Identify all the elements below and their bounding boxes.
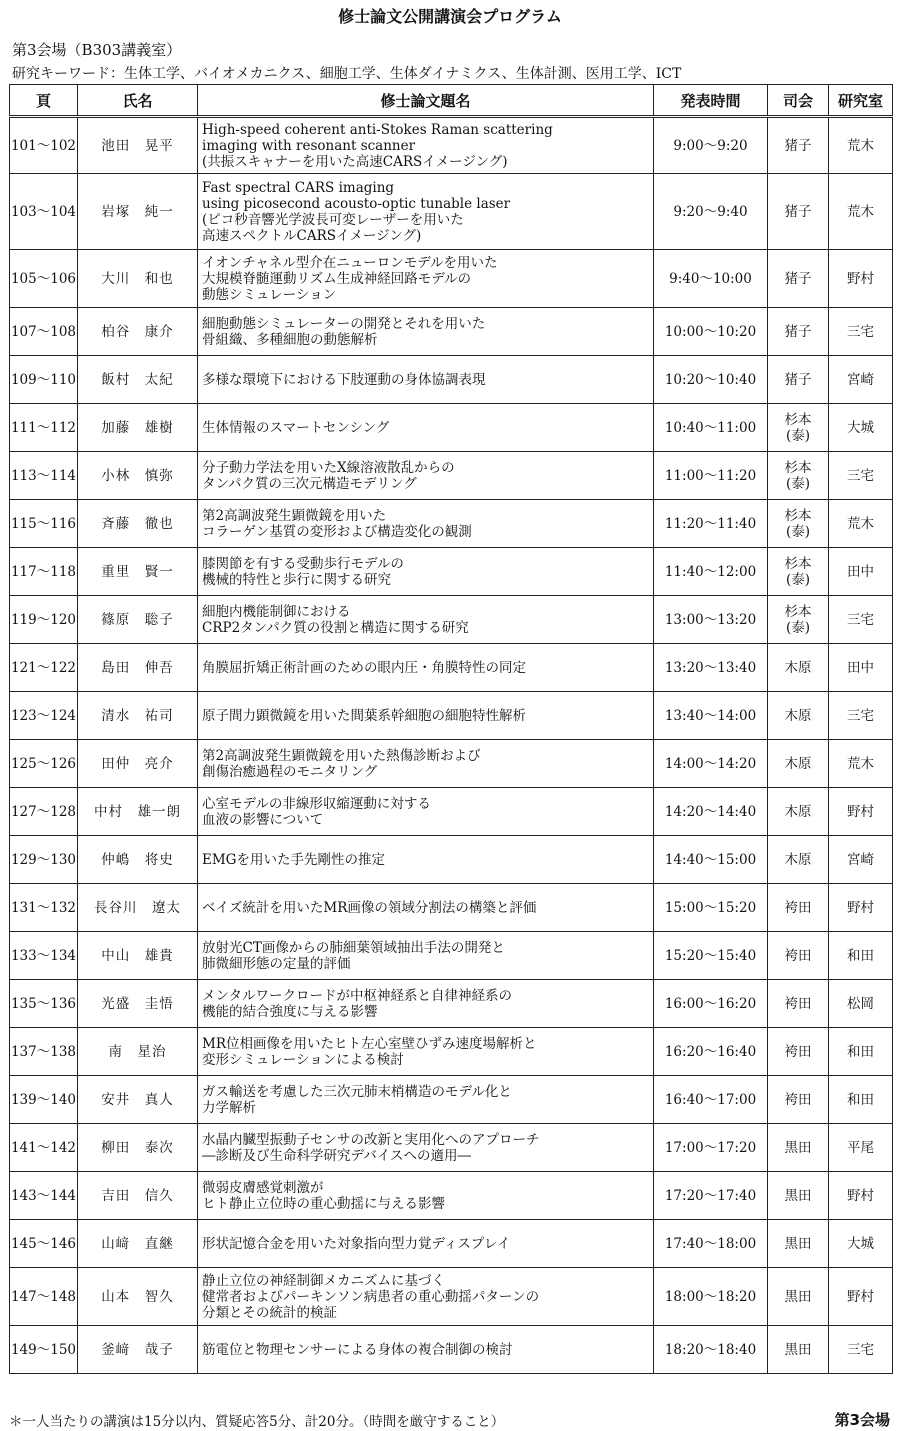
page-cell: 143～144: [10, 1172, 78, 1220]
chair-cell: [768, 1268, 829, 1326]
time-cell: 14:20～14:40: [654, 788, 768, 836]
lab-cell: 田中: [829, 644, 893, 692]
thesis-title-cell-line: MR位相画像を用いたヒト左心室壁ひずみ速度場解析と: [202, 1035, 537, 1052]
chair-cell-line: (泰): [785, 523, 811, 540]
table-row: [10, 1076, 893, 1124]
time-cell: 16:00～16:20: [654, 980, 768, 1028]
thesis-title-cell-line: タンパク質の三次元構造モデリング: [202, 475, 417, 492]
page-cell: 107～108: [10, 308, 78, 356]
name-cell: 長谷川 遼太: [78, 884, 198, 932]
chair-cell: [768, 1028, 829, 1076]
name-cell: 清水 祐司: [78, 692, 198, 740]
header-chair: 司会: [768, 85, 829, 117]
page-cell: 133～134: [10, 932, 78, 980]
chair-cell-line: 袴田: [784, 899, 812, 916]
page-cell: 139～140: [10, 1076, 78, 1124]
name-cell: 仲嶋 将史: [78, 836, 198, 884]
table-row: [10, 500, 893, 548]
lab-cell: 大城: [829, 404, 893, 452]
page-cell: 105～106: [10, 250, 78, 308]
chair-cell: [768, 1326, 829, 1374]
chair-cell-line: 木原: [784, 851, 812, 868]
chair-cell: [768, 836, 829, 884]
chair-cell-line: 杉本: [784, 603, 812, 620]
chair-cell-line: 杉本: [784, 411, 812, 428]
table-row: [10, 644, 893, 692]
table-row: [10, 1220, 893, 1268]
chair-cell-line: 杉本: [784, 507, 812, 524]
chair-cell: [768, 174, 829, 250]
chair-cell-line: 木原: [784, 755, 812, 772]
thesis-title-cell-line: 力学解析: [202, 1099, 256, 1116]
lab-cell: 野村: [829, 1172, 893, 1220]
thesis-title-cell: [198, 308, 654, 356]
chair-cell-line: (泰): [785, 571, 811, 588]
table-row: [10, 596, 893, 644]
thesis-title-cell-line: imaging with resonant scanner: [202, 137, 416, 154]
page-cell: 121～122: [10, 644, 78, 692]
page-cell: 111～112: [10, 404, 78, 452]
name-cell: 島田 伸吾: [78, 644, 198, 692]
chair-cell-line: 猪子: [784, 203, 812, 220]
chair-cell-line: 黒田: [784, 1288, 812, 1305]
thesis-title-cell: [198, 1124, 654, 1172]
thesis-title-cell: [198, 980, 654, 1028]
thesis-title-cell-line: 生体情報のスマートセンシング: [202, 419, 390, 436]
time-cell: 18:20～18:40: [654, 1326, 768, 1374]
page-cell: 135～136: [10, 980, 78, 1028]
chair-cell-line: 猪子: [784, 137, 812, 154]
chair-cell-line: 杉本: [784, 555, 812, 572]
table-row: [10, 548, 893, 596]
chair-cell: [768, 692, 829, 740]
table-row: [10, 932, 893, 980]
table-row: [10, 308, 893, 356]
chair-cell: [768, 932, 829, 980]
chair-cell-line: 木原: [784, 659, 812, 676]
thesis-title-cell-line: 変形シミュレーションによる検討: [202, 1051, 404, 1068]
time-cell: 17:40～18:00: [654, 1220, 768, 1268]
page-cell: 119～120: [10, 596, 78, 644]
thesis-title-cell-line: 形状記憶合金を用いた対象指向型力覚ディスプレイ: [202, 1235, 511, 1252]
page-cell: 141～142: [10, 1124, 78, 1172]
lab-cell: 三宅: [829, 308, 893, 356]
thesis-title-cell-line: 角膜屈折矯正術計画のための眼内圧・角膜特性の同定: [202, 659, 526, 676]
lab-cell: 和田: [829, 1028, 893, 1076]
lab-cell: 野村: [829, 884, 893, 932]
page-cell: 103～104: [10, 174, 78, 250]
time-cell: 16:20～16:40: [654, 1028, 768, 1076]
chair-cell-line: 袴田: [784, 1091, 812, 1108]
thesis-title-cell-line: イオンチャネル型介在ニューロンモデルを用いた: [202, 254, 498, 271]
thesis-title-cell: [198, 1220, 654, 1268]
name-cell: 中村 雄一朗: [78, 788, 198, 836]
chair-cell: [768, 250, 829, 308]
name-cell: 光盛 圭悟: [78, 980, 198, 1028]
chair-cell-line: 黒田: [784, 1341, 812, 1358]
table-row: [10, 692, 893, 740]
time-cell: 10:00～10:20: [654, 308, 768, 356]
chair-cell-line: (泰): [785, 475, 811, 492]
thesis-title-cell: [198, 117, 654, 174]
chair-cell: [768, 788, 829, 836]
time-cell: 18:00～18:20: [654, 1268, 768, 1326]
chair-cell-line: 袴田: [784, 1043, 812, 1060]
time-cell: 10:20～10:40: [654, 356, 768, 404]
thesis-title-cell-line: 細胞動態シミュレーターの開発とそれを用いた: [202, 315, 486, 332]
lab-cell: 野村: [829, 1268, 893, 1326]
thesis-title-cell: [198, 692, 654, 740]
time-cell: 14:40～15:00: [654, 836, 768, 884]
time-cell: 13:20～13:40: [654, 644, 768, 692]
name-cell: 篠原 聡子: [78, 596, 198, 644]
time-cell: 16:40～17:00: [654, 1076, 768, 1124]
chair-cell-line: 袴田: [784, 995, 812, 1012]
header-thesis-title: 修士論文題名: [198, 85, 654, 117]
page-cell: 127～128: [10, 788, 78, 836]
thesis-title-cell-line: 心室モデルの非線形収縮運動に対する: [202, 795, 431, 812]
table-row: [10, 404, 893, 452]
lab-cell: 宮崎: [829, 356, 893, 404]
chair-cell: [768, 404, 829, 452]
thesis-title-cell-line: 原子間力顕微鏡を用いた間葉系幹細胞の細胞特性解析: [202, 707, 526, 724]
lab-cell: 三宅: [829, 452, 893, 500]
thesis-title-cell: [198, 644, 654, 692]
thesis-title-cell-line: 機械的特性と歩行に関する研究: [202, 571, 391, 588]
thesis-title-cell-line: 静止立位の神経制御メカニズムに基づく: [202, 1272, 445, 1289]
lab-cell: 三宅: [829, 692, 893, 740]
chair-cell: [768, 980, 829, 1028]
page-cell: 117～118: [10, 548, 78, 596]
chair-cell: [768, 740, 829, 788]
name-cell: 小林 慎弥: [78, 452, 198, 500]
thesis-title-cell: [198, 1172, 654, 1220]
name-cell: 飯村 太紀: [78, 356, 198, 404]
thesis-title-cell-line: 細胞内機能制御における: [202, 603, 351, 620]
thesis-title-cell-line: 創傷治癒過程のモニタリング: [202, 763, 378, 780]
thesis-title-cell-line: 第2高調波発生顕微鏡を用いた熱傷診断および: [202, 747, 481, 764]
chair-cell: [768, 308, 829, 356]
name-cell: 池田 晃平: [78, 117, 198, 174]
name-cell: 田仲 亮介: [78, 740, 198, 788]
chair-cell-line: 猪子: [784, 270, 812, 287]
table-row: [10, 1172, 893, 1220]
page-cell: 109～110: [10, 356, 78, 404]
lab-cell: 荒木: [829, 174, 893, 250]
thesis-title-cell: [198, 884, 654, 932]
chair-cell: [768, 596, 829, 644]
thesis-title-cell-line: EMGを用いた手先剛性の推定: [202, 851, 385, 868]
header-time: 発表時間: [654, 85, 768, 117]
thesis-title-cell: [198, 452, 654, 500]
thesis-title-cell: [198, 1268, 654, 1326]
page-cell: 129～130: [10, 836, 78, 884]
thesis-title-cell-line: 膝関節を有する受動歩行モデルの: [202, 555, 404, 572]
thesis-title-cell: [198, 1326, 654, 1374]
thesis-title-cell-line: 放射光CT画像からの肺細葉領域抽出手法の開発と: [202, 939, 505, 956]
table-row: [10, 117, 893, 174]
lab-cell: 野村: [829, 788, 893, 836]
thesis-title-cell: [198, 836, 654, 884]
lab-cell: 荒木: [829, 500, 893, 548]
time-cell: 9:00～9:20: [654, 117, 768, 174]
page-cell: 137～138: [10, 1028, 78, 1076]
chair-cell-line: 木原: [784, 707, 812, 724]
chair-cell: [768, 1220, 829, 1268]
thesis-title-cell: [198, 596, 654, 644]
chair-cell-line: 黒田: [784, 1187, 812, 1204]
page-cell: 149～150: [10, 1326, 78, 1374]
name-cell: 大川 和也: [78, 250, 198, 308]
chair-cell: [768, 117, 829, 174]
table-row: [10, 174, 893, 250]
thesis-title-cell-line: 微弱皮膚感覚刺激が: [202, 1179, 324, 1196]
page-cell: 145～146: [10, 1220, 78, 1268]
lab-cell: 和田: [829, 1076, 893, 1124]
time-cell: 9:20～9:40: [654, 174, 768, 250]
lab-cell: 和田: [829, 932, 893, 980]
chair-cell: [768, 452, 829, 500]
chair-cell: [768, 1172, 829, 1220]
chair-cell-line: (泰): [785, 619, 811, 636]
thesis-title-cell-line: ヒト静止立位時の重心動揺に与える影響: [202, 1195, 445, 1212]
thesis-title-cell: [198, 404, 654, 452]
name-cell: 中山 雄貴: [78, 932, 198, 980]
page-cell: 115～116: [10, 500, 78, 548]
thesis-title-cell: [198, 740, 654, 788]
thesis-title-cell-line: 分類とその統計的検証: [202, 1304, 337, 1321]
thesis-title-cell-line: 血液の影響について: [202, 811, 324, 828]
thesis-title-cell: [198, 1076, 654, 1124]
name-cell: 南 星治: [78, 1028, 198, 1076]
thesis-title-cell-line: ―診断及び生命科学研究デバイスへの適用―: [202, 1147, 472, 1164]
thesis-title-cell-line: 大規模脊髄運動リズム生成神経回路モデルの: [202, 270, 472, 287]
chair-cell: [768, 1124, 829, 1172]
thesis-title-cell-line: (共振スキャナーを用いた高速CARSイメージング): [202, 153, 508, 170]
chair-cell-line: 木原: [784, 803, 812, 820]
lab-cell: 荒木: [829, 117, 893, 174]
lab-cell: 大城: [829, 1220, 893, 1268]
thesis-title-cell-line: 分子動力学法を用いたX線溶液散乱からの: [202, 459, 455, 476]
thesis-title-cell-line: Fast spectral CARS imaging: [202, 179, 395, 196]
thesis-title-cell-line: 健常者およびパーキンソン病患者の重心動揺パターンの: [202, 1288, 540, 1305]
page-cell: 125～126: [10, 740, 78, 788]
table-row: [10, 356, 893, 404]
thesis-title-cell-line: ガス輸送を考慮した三次元肺末梢構造のモデル化と: [202, 1083, 512, 1100]
time-cell: 17:20～17:40: [654, 1172, 768, 1220]
chair-cell: [768, 500, 829, 548]
table-row: [10, 1326, 893, 1374]
name-cell: 安井 真人: [78, 1076, 198, 1124]
lab-cell: 三宅: [829, 1326, 893, 1374]
table-row: [10, 1268, 893, 1326]
table-row: [10, 884, 893, 932]
thesis-title-cell-line: 動態シミュレーション: [202, 286, 337, 303]
thesis-title-cell-line: 機能的結合強度に与える影響: [202, 1003, 378, 1020]
name-cell: 釜﨑 哉子: [78, 1326, 198, 1374]
thesis-title-cell: [198, 548, 654, 596]
thesis-title-cell-line: 筋電位と物理センサーによる身体の複合制御の検討: [202, 1341, 513, 1358]
thesis-title-cell: [198, 788, 654, 836]
room-tag: 第3会場: [834, 1411, 890, 1429]
chair-cell: [768, 356, 829, 404]
table-row: [10, 836, 893, 884]
table-row: [10, 740, 893, 788]
chair-cell-line: 杉本: [784, 459, 812, 476]
name-cell: 山﨑 直継: [78, 1220, 198, 1268]
table-row: [10, 980, 893, 1028]
thesis-title-cell: [198, 356, 654, 404]
chair-cell: [768, 1076, 829, 1124]
table-row: [10, 452, 893, 500]
time-cell: 9:40～10:00: [654, 250, 768, 308]
thesis-title-cell: [198, 174, 654, 250]
thesis-title-cell: [198, 1028, 654, 1076]
page-title: 修士論文公開講演会プログラム: [338, 7, 562, 26]
header-name: 氏名: [78, 85, 198, 117]
lab-cell: 野村: [829, 250, 893, 308]
chair-cell-line: 猪子: [784, 371, 812, 388]
chair-cell-line: 黒田: [784, 1235, 812, 1252]
time-cell: 13:00～13:20: [654, 596, 768, 644]
name-cell: 斉藤 徹也: [78, 500, 198, 548]
name-cell: 岩塚 純一: [78, 174, 198, 250]
page-cell: 123～124: [10, 692, 78, 740]
time-cell: 14:00～14:20: [654, 740, 768, 788]
header-lab: 研究室: [829, 85, 893, 117]
page-cell: 101～102: [10, 117, 78, 174]
table-row: [10, 1124, 893, 1172]
name-cell: 吉田 信久: [78, 1172, 198, 1220]
thesis-title-cell: [198, 250, 654, 308]
name-cell: 山本 智久: [78, 1268, 198, 1326]
program-table: [9, 84, 893, 1374]
name-cell: 重里 賢一: [78, 548, 198, 596]
page-cell: 131～132: [10, 884, 78, 932]
thesis-title-cell-line: 多様な環境下における下肢運動の身体協調表現: [202, 371, 486, 388]
time-cell: 11:40～12:00: [654, 548, 768, 596]
lab-cell: 荒木: [829, 740, 893, 788]
header-page: 頁: [10, 85, 78, 117]
chair-cell-line: 袴田: [784, 947, 812, 964]
time-cell: 15:20～15:40: [654, 932, 768, 980]
lab-cell: 宮崎: [829, 836, 893, 884]
page-cell: 147～148: [10, 1268, 78, 1326]
time-cell: 11:00～11:20: [654, 452, 768, 500]
thesis-title-cell-line: メンタルワークロードが中枢神経系と自律神経系の: [202, 987, 512, 1004]
chair-cell: [768, 884, 829, 932]
table-row: [10, 250, 893, 308]
room-label: 第3会場（B303講義室）: [12, 41, 182, 59]
research-keywords: 研究キーワード：生体工学、バイオメカニクス、細胞工学、生体ダイナミクス、生体計測、医用工学、ICT: [12, 66, 682, 82]
thesis-title-cell-line: using picosecond acousto-optic tunable laser: [202, 195, 511, 212]
chair-cell-line: (泰): [785, 427, 811, 444]
thesis-title-cell-line: (ピコ秒音響光学波長可変レーザーを用いた: [202, 211, 464, 228]
thesis-title-cell-line: CRP2タンパク質の役割と構造に関する研究: [202, 619, 469, 636]
table-row: [10, 788, 893, 836]
lab-cell: 松岡: [829, 980, 893, 1028]
name-cell: 柏谷 康介: [78, 308, 198, 356]
chair-cell-line: 黒田: [784, 1139, 812, 1156]
thesis-title-cell-line: 高速スペクトルCARSイメージング): [202, 227, 422, 244]
time-cell: 17:00～17:20: [654, 1124, 768, 1172]
thesis-title-cell-line: 第2高調波発生顕微鏡を用いた: [202, 507, 387, 524]
thesis-title-cell-line: 骨組織、多種細胞の動態解析: [202, 331, 378, 348]
time-cell: 15:00～15:20: [654, 884, 768, 932]
lab-cell: 平尾: [829, 1124, 893, 1172]
time-cell: 11:20～11:40: [654, 500, 768, 548]
table-header-row: [10, 85, 893, 117]
thesis-title-cell-line: コラーゲン基質の変形および構造変化の観測: [202, 523, 472, 540]
time-cell: 13:40～14:00: [654, 692, 768, 740]
chair-cell: [768, 548, 829, 596]
name-cell: 柳田 泰次: [78, 1124, 198, 1172]
name-cell: 加藤 雄樹: [78, 404, 198, 452]
chair-cell-line: 猪子: [784, 323, 812, 340]
table-row: [10, 1028, 893, 1076]
page-cell: 113～114: [10, 452, 78, 500]
thesis-title-cell-line: ベイズ統計を用いたMR画像の領域分割法の構築と評価: [202, 899, 537, 916]
lab-cell: 田中: [829, 548, 893, 596]
thesis-title-cell: [198, 500, 654, 548]
thesis-title-cell-line: 水晶内臓型振動子センサの改新と実用化へのアプローチ: [202, 1131, 540, 1148]
time-cell: 10:40～11:00: [654, 404, 768, 452]
thesis-title-cell-line: 肺微細形態の定量的評価: [202, 955, 351, 972]
thesis-title-cell-line: High-speed coherent anti-Stokes Raman scattering: [202, 121, 553, 138]
lab-cell: 三宅: [829, 596, 893, 644]
chair-cell: [768, 644, 829, 692]
thesis-title-cell: [198, 932, 654, 980]
footnote: ＊一人当たりの講演は15分以内、質疑応答5分、計20分。（時間を厳守すること）: [9, 1414, 505, 1430]
